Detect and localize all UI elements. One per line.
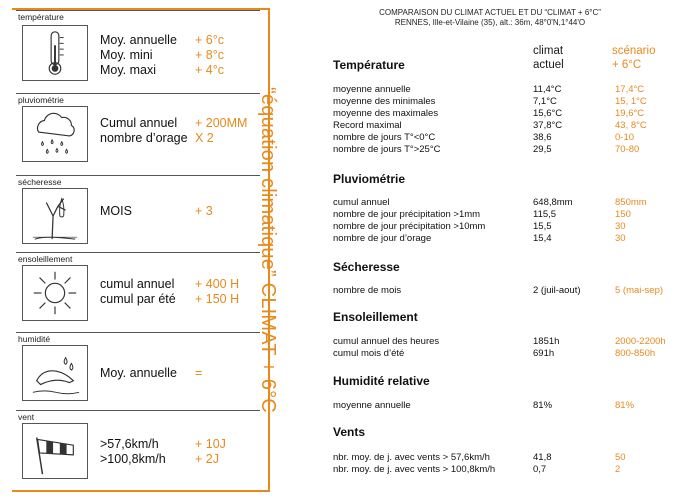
temperature-value-1: + 6°c — [195, 33, 224, 47]
table-row — [333, 452, 683, 464]
rain-cloud-icon — [22, 106, 88, 162]
temperature-line-3: Moy. maxi — [100, 63, 157, 77]
header-line-2: RENNES, Ille-et-Vilaine (35), alt.: 36m, 48°0'N,1°44'O — [394, 18, 586, 27]
windsock-icon — [22, 423, 88, 479]
section-secheresse — [16, 175, 260, 248]
table-row — [333, 120, 683, 132]
row-scenario: 17,4°C — [615, 84, 645, 95]
table-row — [333, 96, 683, 108]
row-scenario: 43, 8°C — [615, 120, 647, 131]
header-line-1: COMPARAISON DU CLIMAT ACTUEL ET DU “CLIMAT + 6°C” — [379, 8, 601, 17]
row-current: 37,8°C — [533, 120, 563, 131]
ensoleillement-value-1: + 400 H — [195, 277, 240, 291]
row-current: 11,4°C — [533, 84, 562, 95]
row-scenario: 2 — [615, 464, 621, 475]
table-row — [333, 108, 683, 120]
row-scenario: 150 — [615, 209, 631, 220]
category-secheresse: Sécheresse — [333, 260, 400, 274]
table-row — [333, 285, 683, 297]
row-scenario: 30 — [615, 221, 626, 232]
table-row — [333, 132, 683, 144]
pluviometrie-line-1: Cumul annuel — [100, 116, 178, 130]
ensoleillement-line-2: cumul par été — [100, 292, 176, 306]
table-row — [333, 144, 683, 156]
row-scenario: 850mm — [615, 197, 647, 208]
table-row — [333, 221, 683, 233]
pluviometrie-value-1: + 200MM — [195, 116, 248, 130]
temperature-value-3: + 4°c — [195, 63, 224, 77]
section-pluviometrie — [16, 93, 260, 170]
row-current: 648,8mm — [533, 197, 573, 208]
column-current-line-1: climat — [533, 45, 564, 57]
temperature-value-2: + 8°c — [195, 48, 224, 62]
row-label: nbr. moy. de j. avec vents > 100,8km/h — [333, 464, 496, 475]
row-label: moyenne annuelle — [333, 84, 411, 95]
row-current: 81% — [533, 400, 553, 411]
row-label: nbr. moy. de j. avec vents > 57,6km/h — [333, 452, 490, 463]
row-scenario: 0-10 — [615, 132, 635, 143]
row-scenario: 800-850h — [615, 348, 656, 359]
category-temperature: Température — [333, 58, 405, 72]
pluviometrie-value-2: X 2 — [195, 131, 214, 145]
section-label: ensoleillement — [18, 254, 73, 264]
section-humidite — [16, 332, 260, 405]
row-current: 38,6 — [533, 132, 552, 143]
row-current: 15,5 — [533, 221, 552, 232]
column-current-line-2: actuel — [533, 59, 564, 71]
table-row — [333, 197, 683, 209]
category-humidite: Humidité relative — [333, 374, 430, 388]
row-label: nombre de jours T°<0°C — [333, 132, 436, 143]
row-current: 115,5 — [533, 209, 557, 220]
humidity-icon — [22, 345, 88, 401]
vent-value-1: + 10J — [195, 437, 226, 451]
row-current: 2 (juil-aout) — [533, 285, 581, 296]
row-label: cumul annuel — [333, 197, 390, 208]
section-label: humidité — [18, 334, 51, 344]
row-scenario: 30 — [615, 233, 626, 244]
table-row — [333, 84, 683, 96]
table-row — [333, 336, 683, 348]
row-scenario: 15, 1°C — [615, 96, 647, 107]
pluviometrie-line-2: nombre d’orage — [100, 131, 188, 145]
row-current: 29,5 — [533, 144, 552, 155]
row-label: moyenne annuelle — [333, 400, 411, 411]
row-scenario: 2000-2200h — [615, 336, 666, 347]
column-current — [533, 44, 564, 72]
vent-value-2: + 2J — [195, 452, 219, 466]
section-label: sécheresse — [18, 177, 62, 187]
row-label: cumul mois d’été — [333, 348, 405, 359]
section-label: température — [18, 12, 64, 22]
secheresse-line-1: MOIS — [100, 204, 132, 218]
vent-line-2: >100,8km/h — [100, 452, 166, 466]
row-scenario: 81% — [615, 400, 635, 411]
row-label: nombre de mois — [333, 285, 402, 296]
row-scenario: 70-80 — [615, 144, 640, 155]
row-current: 7,1°C — [533, 96, 557, 107]
column-scenario — [612, 44, 655, 72]
row-label: cumul annuel des heures — [333, 336, 440, 347]
section-label: vent — [18, 412, 35, 422]
table-row — [333, 348, 683, 360]
row-label: nombre de jour précipitation >10mm — [333, 221, 486, 232]
row-scenario: 50 — [615, 452, 626, 463]
section-vent — [16, 410, 260, 487]
category-pluviometrie: Pluviométrie — [333, 172, 406, 186]
row-current: 41,8 — [533, 452, 552, 463]
row-label: nombre de jours T°>25°C — [333, 144, 441, 155]
category-ensoleillement: Ensoleillement — [333, 310, 418, 324]
row-current: 0,7 — [533, 464, 547, 475]
row-scenario: 5 (mai-sep) — [615, 285, 664, 296]
sun-icon — [22, 265, 88, 321]
row-current: 1851h — [533, 336, 560, 347]
category-vents: Vents — [333, 425, 366, 439]
thermometer-icon — [22, 25, 88, 81]
humidite-line-1: Moy. annuelle — [100, 366, 177, 380]
row-current: 15,4 — [533, 233, 552, 244]
temperature-line-2: Moy. mini — [100, 48, 153, 62]
section-label: pluviométrie — [18, 95, 64, 105]
table-row — [333, 233, 683, 245]
row-label: moyenne des maximales — [333, 108, 439, 119]
vertical-title-text: “équation climatique” CLIMAT + 6°C — [257, 87, 279, 413]
table-row — [333, 400, 683, 412]
drought-tree-icon — [22, 188, 88, 244]
ensoleillement-line-1: cumul annuel — [100, 277, 175, 291]
table-row — [333, 209, 683, 221]
row-scenario: 19,6°C — [615, 108, 645, 119]
vent-line-1: >57,6km/h — [100, 437, 159, 451]
row-label: nombre de jour d’orage — [333, 233, 432, 244]
section-ensoleillement — [16, 252, 260, 329]
row-label: moyenne des minimales — [333, 96, 436, 107]
row-current: 15,6°C — [533, 108, 563, 119]
row-label: Record maximal — [333, 120, 402, 131]
secheresse-value-1: + 3 — [195, 204, 213, 218]
section-temperature — [16, 10, 260, 91]
table-row — [333, 464, 683, 476]
column-scenario-line-2: + 6°C — [612, 59, 642, 71]
ensoleillement-value-2: + 150 H — [195, 292, 240, 306]
column-scenario-line-1: scénario — [612, 45, 656, 57]
row-current: 691h — [533, 348, 555, 359]
humidite-value-1: = — [195, 366, 203, 380]
temperature-line-1: Moy. annuelle — [100, 33, 177, 47]
row-label: nombre de jour précipitation >1mm — [333, 209, 481, 220]
